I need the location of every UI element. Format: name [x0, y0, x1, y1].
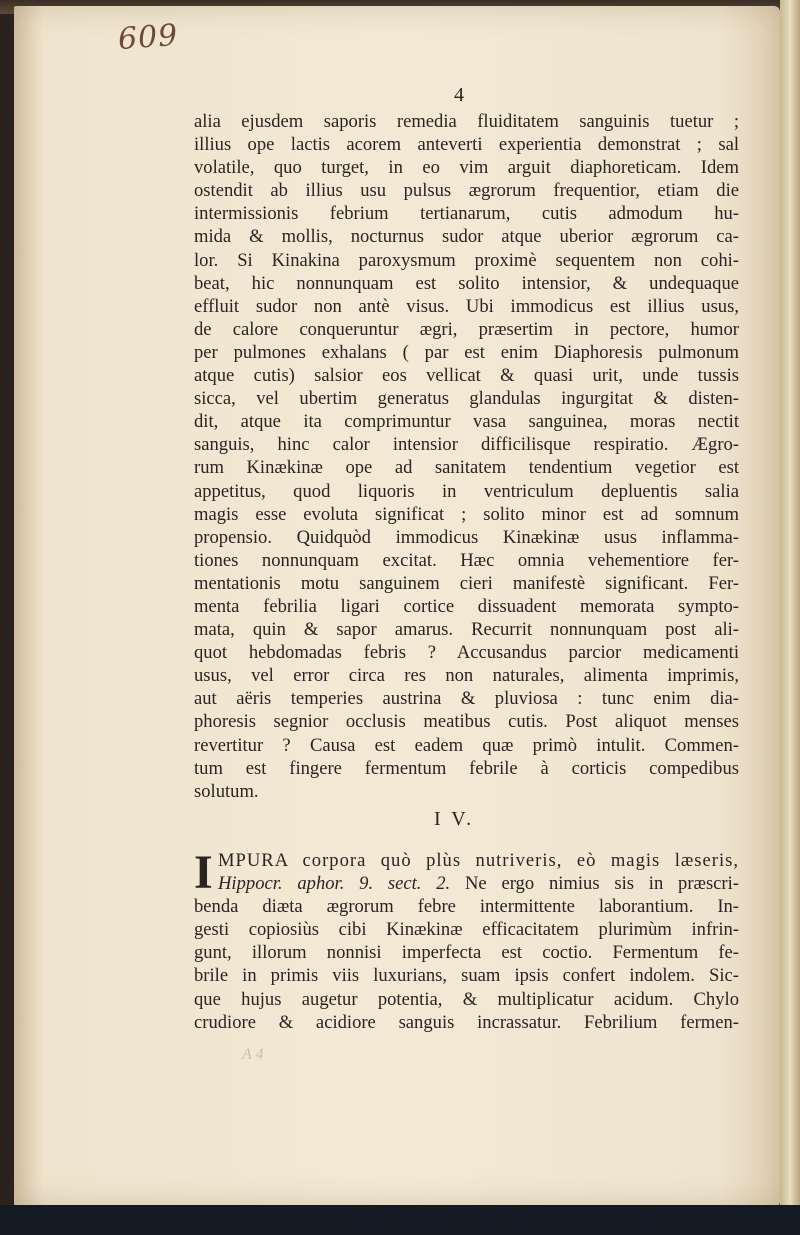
text-line: appetitus, quod liquoris in ventriculum depluentis salia — [194, 480, 739, 502]
page-number: 4 — [454, 84, 464, 106]
text-line: dit, atque ita comprimuntur vasa sanguinea, moras nectit — [194, 411, 739, 433]
text-line: tum est fingere fermentum febrile à corticis compedibus — [194, 757, 739, 779]
book-page — [14, 6, 780, 1206]
section-heading: I V. — [434, 808, 475, 830]
text-line: MPURA corpora quò plùs nutriveris, eò magis læseris, — [218, 850, 739, 871]
text-line: volatile, quo turget, in eo vim arguit diaphoreticam. Idem — [194, 157, 739, 179]
text-line: phoresis segnior occlusis meatibus cutis. Post aliquot menses — [194, 711, 739, 733]
text-line: brile in primis viis luxurians, suam ipsis confert indolem. Sic- — [194, 965, 739, 987]
text-line: ostendit ab illius usu pulsus ægrorum frequentior, etiam die — [194, 180, 739, 202]
text-line: de calore conqueruntur ægri, præsertim in pectore, humor — [194, 318, 739, 340]
text-line: alia ejusdem saporis remedia fluiditatem sanguinis tuetur ; — [194, 111, 739, 132]
text-line: beat, hic nonnunquam est solito intensior, & undequaque — [194, 272, 739, 294]
text-line: atque cutis) salsior eos vellicat & quasi urit, unde tussis — [194, 365, 739, 387]
text-line: que hujus augetur potentia, & multiplicatur acidum. Chylo — [194, 988, 739, 1010]
drop-cap-letter: I — [194, 846, 213, 899]
printer-signature-mark: A 4 — [242, 1046, 264, 1063]
text-line: propensio. Quidquòd immodicus Kinækinæ usus inflamma- — [194, 526, 739, 548]
paragraph-section-four-lines — [194, 895, 739, 1034]
text-line-remainder: Ne ergo nimius sis in præscri- — [450, 873, 739, 895]
text-line: gesti copiosiùs cibi Kinækinæ efficacitatem plurimùm infrin- — [194, 919, 739, 941]
text-line: per pulmones exhalans ( par est enim Diaphoresis pulmonum — [194, 341, 739, 363]
text-line: mata, quin & sapor amarus. Recurrit nonnunquam post ali- — [194, 619, 739, 641]
text-line: solutum. — [194, 780, 259, 802]
text-line: intermissionis febrium tertianarum, cutis admodum hu- — [194, 203, 739, 225]
text-line: benda diæta ægrorum febre intermittente laborantium. In- — [194, 896, 739, 918]
text-line-with-citation — [194, 872, 739, 895]
paragraph-section-four — [194, 846, 739, 1034]
text-line: mida & mollis, nocturnus sudor atque uberior ægrorum ca- — [194, 226, 739, 248]
text-line: illius ope lactis acorem anteverti experientia demonstrat ; sal — [194, 134, 739, 156]
scan-background-bottom — [0, 1205, 800, 1235]
text-line: quot hebdomadas febris ? Accusandus parcior medicamenti — [194, 642, 739, 664]
text-line: lor. Si Kinakina paroxysmum proximè sequentem non cohi- — [194, 249, 739, 271]
citation-reference: Hippocr. aphor. 9. sect. 2. — [218, 873, 451, 895]
text-line: revertitur ? Causa est eadem quæ primò intulit. Commen- — [194, 734, 739, 756]
text-line: magis esse evoluta significat ; solito minor est ad somnum — [194, 503, 739, 525]
text-line: menta febrilia ligari cortice dissuadent memorata sympto- — [194, 595, 739, 617]
text-line: usus, vel error circa res non naturales, alimenta imprimis, — [194, 665, 739, 687]
text-line: tiones nonnunquam excitat. Hæc omnia vehementiore fer- — [194, 549, 739, 571]
handwritten-folio-number: 609 — [116, 17, 180, 58]
text-line: sicca, vel ubertim generatus glandulas ingurgitat & disten- — [194, 388, 739, 410]
text-line: gunt, illorum nonnisi imperfecta est coctio. Fermentum fe- — [194, 942, 739, 964]
paragraph-main-text — [194, 110, 739, 803]
text-line: crudiore & acidiore sanguis incrassatur. Febrilium fermen- — [194, 1011, 739, 1033]
text-line: sanguis, hinc calor intensior difficilisque respiratio. Ægro- — [194, 434, 739, 456]
text-line: effluit sudor non antè visus. Ubi immodicus est illius usus, — [194, 295, 739, 317]
text-line: aut aëris temperies austrina & pluviosa : tunc enim dia- — [194, 688, 739, 710]
book-right-edge — [780, 0, 800, 1235]
text-line: mentationis motu sanguinem cieri manifestè significant. Fer- — [194, 572, 739, 594]
text-line: rum Kinækinæ ope ad sanitatem tendentium vegetior est — [194, 457, 739, 479]
